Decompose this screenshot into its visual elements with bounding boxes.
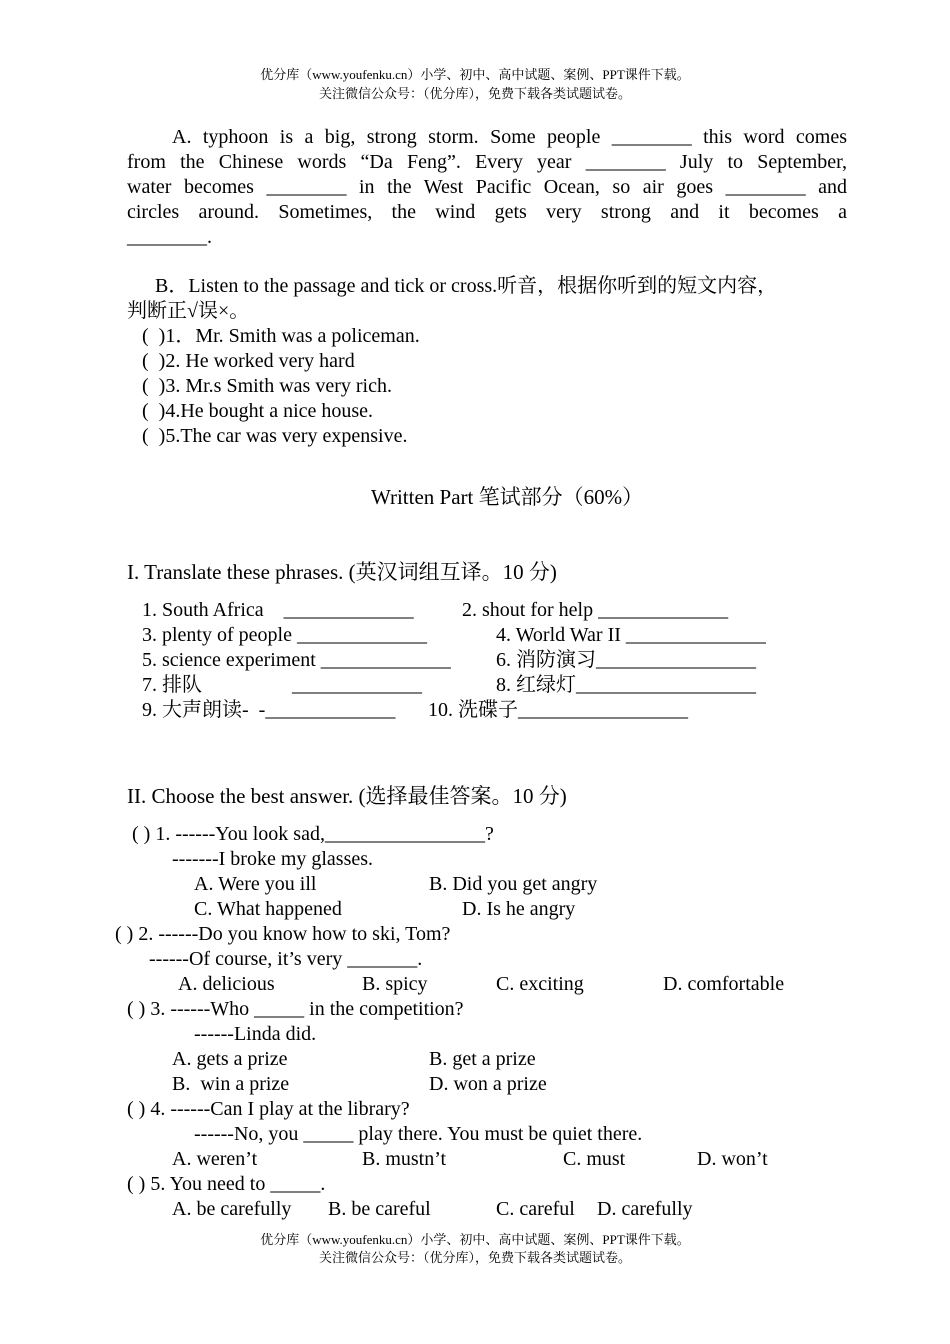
- section-a-line: circles around. Sometimes, the wind gets very strong and it becomes a: [127, 201, 847, 223]
- option: D. comfortable: [663, 973, 785, 995]
- question-reply: -------I broke my glasses.: [172, 848, 374, 870]
- option: B. get a prize: [429, 1048, 536, 1070]
- question-reply: ------Of course, it’s very _______.: [149, 948, 423, 970]
- question-stem: ( ) 3. ------Who _____ in the competition?: [127, 998, 464, 1020]
- question-stem: ( ) 1. ------You look sad,________________?: [132, 823, 494, 845]
- option: B. mustn’t: [362, 1148, 447, 1170]
- option: A. be carefully: [172, 1198, 292, 1220]
- option: B. win a prize: [172, 1073, 290, 1095]
- option: C. exciting: [496, 973, 584, 995]
- footer-line-2: 关注微信公众号：（优分库），免费下载各类试题试卷。: [318, 1250, 631, 1265]
- option: B. Did you get angry: [429, 873, 598, 895]
- listening-item: ( )5.The car was very expensive.: [142, 425, 408, 447]
- section-a-line: A. typhoon is a big, strong storm. Some people ________ this word comes: [172, 126, 847, 148]
- option: B. spicy: [362, 973, 428, 995]
- question-reply: ------Linda did.: [194, 1023, 317, 1045]
- phrase-item: 9. 大声朗读- -_____________: [142, 699, 396, 721]
- option: D. won’t: [697, 1148, 768, 1170]
- option: C. careful: [496, 1198, 575, 1220]
- option: B. be careful: [328, 1198, 431, 1220]
- listening-item: ( )1．Mr. Smith was a policeman.: [142, 325, 420, 347]
- header-line-2: 关注微信公众号：（优分库），免费下载各类试题试卷。: [318, 86, 631, 101]
- phrase-item: 6. 消防演习________________: [496, 649, 756, 671]
- section-a-line: ________.: [127, 226, 212, 248]
- listening-item: ( )2. He worked very hard: [142, 350, 355, 372]
- option: C. What happened: [194, 898, 342, 920]
- phrase-item: 3. plenty of people _____________: [142, 624, 427, 646]
- phrase-item: 7. 排队 _____________: [142, 674, 422, 696]
- phrase-item: 8. 红绿灯__________________: [496, 674, 756, 696]
- option: A. weren’t: [172, 1148, 258, 1170]
- footer-line-1: 优分库（www.youfenku.cn）小学、初中、高中试题、案例、PPT课件下载。: [260, 1232, 690, 1247]
- section-a-line: water becomes ________ in the West Pacific Ocean, so air goes ________ and: [127, 176, 847, 198]
- option: C. must: [563, 1148, 626, 1170]
- listening-item: ( )4.He bought a nice house.: [142, 400, 374, 422]
- question-stem: ( ) 4. ------Can I play at the library?: [127, 1098, 410, 1120]
- question-reply: ------No, you _____ play there. You must be quiet there.: [194, 1123, 643, 1145]
- option: A. Were you ill: [194, 873, 317, 895]
- phrase-item: 2. shout for help _____________: [462, 599, 729, 621]
- question-stem: ( ) 2. ------Do you know how to ski, Tom?: [115, 923, 451, 945]
- option: D. Is he angry: [462, 898, 576, 920]
- option: D. carefully: [597, 1198, 693, 1220]
- option: A. gets a prize: [172, 1048, 288, 1070]
- phrase-item: 10. 洗碟子_________________: [428, 699, 688, 721]
- section-b-instruction-cont: 判断正√误×。: [127, 300, 250, 322]
- written-part-title: Written Part 笔试部分（60%）: [371, 485, 644, 509]
- phrase-item: 4. World War II ______________: [496, 624, 766, 646]
- header-line-1: 优分库（www.youfenku.cn）小学、初中、高中试题、案例、PPT课件下载。: [260, 67, 690, 82]
- part-ii-title: II. Choose the best answer. (选择最佳答案。10 分): [127, 784, 567, 808]
- phrase-item: 1. South Africa _____________: [142, 599, 414, 621]
- part-i-title: I. Translate these phrases. (英汉词组互译。10 分): [127, 560, 557, 584]
- option: D. won a prize: [429, 1073, 547, 1095]
- section-b-instruction: B．Listen to the passage and tick or cross.听音，根据你听到的短文内容，: [155, 275, 778, 297]
- option: A. delicious: [178, 973, 275, 995]
- section-a-line: from the Chinese words “Da Feng”. Every year ________ July to September,: [127, 151, 847, 173]
- question-stem: ( ) 5. You need to _____.: [127, 1173, 326, 1195]
- phrase-item: 5. science experiment _____________: [142, 649, 451, 671]
- listening-item: ( )3. Mr.s Smith was very rich.: [142, 375, 392, 397]
- section-a-paragraph: [127, 125, 847, 250]
